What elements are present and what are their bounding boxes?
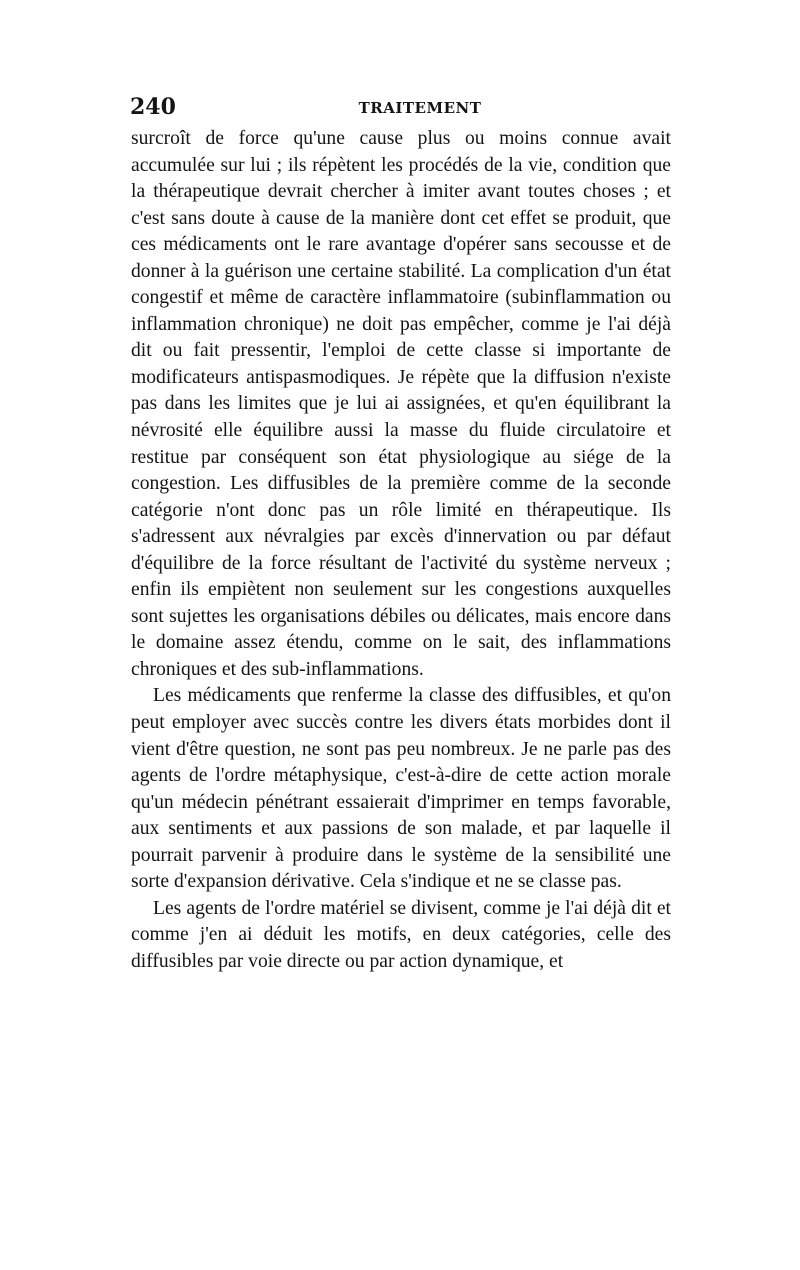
paragraph: Les médicaments que renferme la classe des diffusibles, et qu'on peut employer avec succès contre les divers états morbides dont il vient d'être question, ne sont pas peu nombreux. Je ne parle pas des agents de l'ordre métaphysique, c'est-à-dire de cette action morale qu'un médecin pénétrant essaierait d'imprimer en temps favorable, aux sentiments et aux passions de son malade, et par laquelle il pourrait parvenir à produire dans le système de la sensibilité une sorte d'expansion dérivative. Cela s'indique et ne se classe pas. [131, 685, 671, 893]
paragraph: surcroît de force qu'une cause plus ou moins connue avait accumulée sur lui ; ils répètent les procédés de la vie, condition que la thérapeutique devrait chercher à imiter avant toutes choses ; et c'est sans doute à cause de la manière dont cet effet se produit, que ces médicaments ont le rare avantage d'opérer sans secousse et de donner à la guérison une certaine stabilité. La complication d'un état congestif et même de caractère inflammatoire (subinflammation ou inflammation chronique) ne doit pas empêcher, comme je l'ai déjà dit ou fait pressentir, l'emploi de cette classe si importante de modificateurs antispasmodiques. Je répète que la diffusion n'existe pas dans les limites que je lui ai assignées, et qu'en équilibrant la névrosité elle équilibre aussi la masse du fluide circulatoire et restitue par conséquent son état physiologique au siége de la congestion. Les diffusibles de la première comme de la seconde catégorie n'ont donc pas un rôle limité en thérapeutique. Ils s'adressent aux névralgies par excès d'innervation ou par défaut d'équilibre de la force résultant de l'activité du système nerveux ; enfin ils empiètent non seulement sur les congestions auxquelles sont sujettes les organisations débiles ou délicates, mais encore dans le domaine assez étendu, comme on le sait, des inflammations chroniques et des sub-inflammations. [131, 128, 671, 680]
running-title: TRAITEMENT [358, 99, 482, 117]
body-text [131, 126, 671, 976]
running-head [130, 92, 670, 122]
page-number: 240 [130, 94, 176, 120]
paragraph: Les agents de l'ordre matériel se divisent, comme je l'ai déjà dit et comme j'en ai déduit les motifs, en deux catégories, celle des diffusibles par voie directe ou par action dynamique, et [131, 897, 671, 972]
